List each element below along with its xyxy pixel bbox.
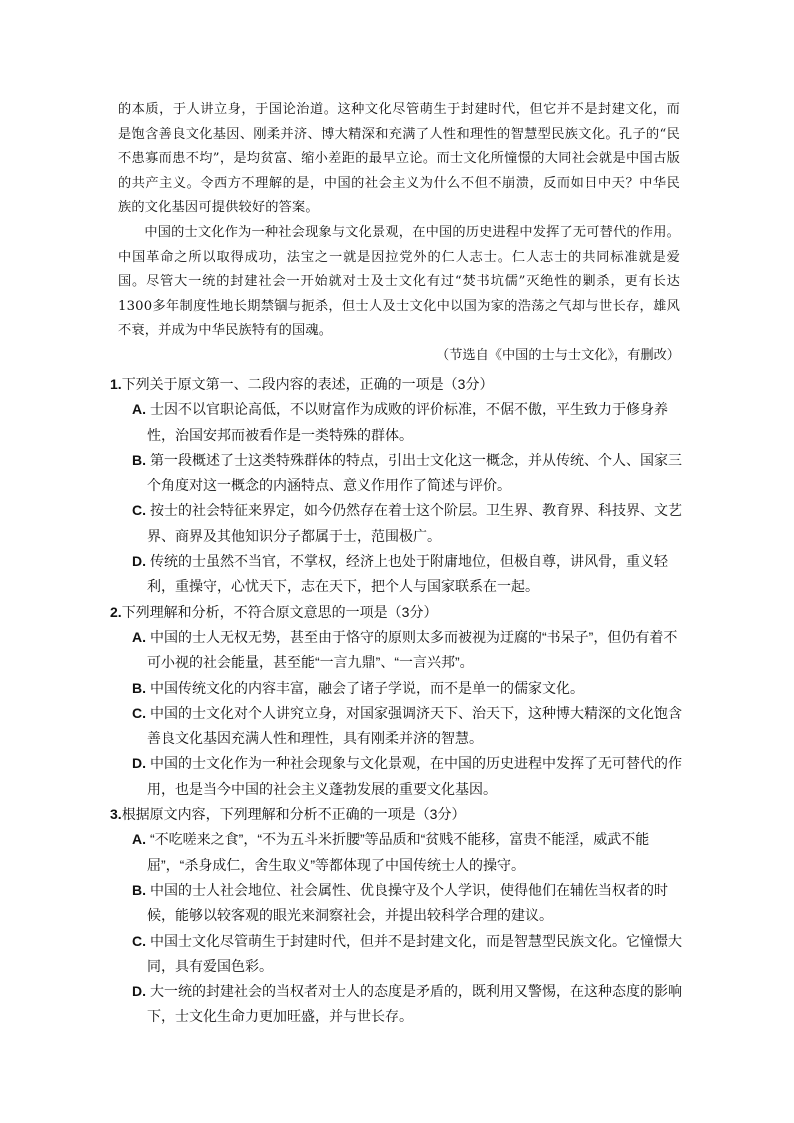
question-1 [110, 372, 690, 600]
option-a [132, 827, 690, 878]
option-letter: C. [132, 704, 146, 721]
question-number: 3. [110, 806, 122, 823]
option-letter: A. [132, 831, 146, 848]
option-letter: D. [132, 755, 146, 772]
question-list [110, 372, 690, 1030]
question-text: 下列关于原文第一、二段内容的表述，正确的一项是（3分） [121, 376, 494, 392]
question-number: 2. [110, 603, 122, 620]
option-c [132, 498, 690, 549]
option-a [132, 625, 690, 676]
question-stem [110, 372, 690, 397]
passage-paragraph-1: 的本质，于人讲立身，于国论治道。这种文化尽管萌生于封建时代，但它并不是封建文化，而是饱含善良文化基因、刚柔并济、博大精深和充满了人性和理性的智慧型民族文化。孔子的“民不患寡而患不均”，是均贫富、缩小差距的最早立论。而士文化所憧憬的大同社会就是中国古版的共产主义。令西方不理解的是，中国的社会主义为什么不但不崩溃，反而如日中天？中华民族的文化基因可提供较好的答案。 [118, 102, 680, 216]
option-letter: B. [132, 881, 146, 898]
option-c [132, 701, 690, 752]
passage-paragraph-2: 中国的士文化作为一种社会现象与文化景观，在中国的历史进程中发挥了无可替代的作用。中国革命之所以取得成功，法宝之一就是因拉党外的仁人志士。仁人志士的共同标准就是爱国。尽管大一统的封建社会一开始就对士及士文化有过“焚书坑儒”灭绝性的剿杀，更有长达1300多年制度性地长期禁锢与扼杀，但士人及士文化中以国为家的浩荡之气却与世长存，雄风不衰，并成为中华民族特有的国魂。 [118, 224, 680, 339]
option-text: 士因不以官职论高低，不以财富作为成败的评价标准，不倨不傲，平生致力于修身养性，治国安邦而被看作是一类特殊的群体。 [147, 401, 668, 443]
option-text: 按士的社会特征来界定，如今仍然存在着士这个阶层。卫生界、教育界、科技界、文艺界、商界及其他知识分子都属于士，范围极广。 [147, 502, 682, 544]
option-text: 大一统的封建社会的当权者对士人的态度是矛盾的，既利用又警惕，在这种态度的影响下，士文化生命力更加旺盛，并与世长存。 [147, 983, 682, 1025]
option-text: 中国士文化尽管萌生于封建时代，但并不是封建文化，而是智慧型民族文化。它憧憬大同，具有爱国色彩。 [147, 932, 682, 974]
option-text: 中国的士文化对个人讲究立身，对国家强调济天下、治天下，这种博大精深的文化饱含善良文化基因充满人性和理性，具有刚柔并济的智慧。 [147, 704, 682, 747]
option-text: 中国的士人无权无势，甚至由于恪守的原则太多而被视为迂腐的“书呆子”，但仍有着不可小视的社会能量，甚至能“一言九鼎”、“一言兴邦”。 [147, 628, 678, 671]
question-text: 下列理解和分析，不符合原文意思的一项是（3分） [121, 603, 438, 620]
option-b [132, 676, 690, 701]
option-d [132, 549, 690, 600]
question-2 [110, 600, 690, 802]
option-text: 第一段概述了士这类特殊群体的特点，引出士文化这一概念，并从传统、个人、国家三个角度对这一概念的内涵特点、意义作用作了简述与评价。 [147, 451, 682, 494]
question-text: 根据原文内容，下列理解和分析不正确的一项是（3分） [121, 806, 466, 823]
option-letter: A. [132, 401, 146, 418]
question-3 [110, 802, 690, 1030]
option-letter: C. [132, 932, 146, 949]
option-text: 中国的士人社会地位、社会属性、优良操守及个人学识，使得他们在辅佐当权者的时候，能够以较客观的眼光来洞察社会，并提出较科学合理的建议。 [147, 881, 668, 924]
option-letter: B. [132, 679, 146, 696]
reading-passage [118, 98, 680, 344]
option-b [132, 448, 690, 499]
option-text: 传统的士虽然不当官，不掌权，经济上也处于附庸地位，但极自尊，讲风骨，重义轻利，重操守，心忧天下，志在天下，把个人与国家联系在一起。 [147, 553, 668, 595]
passage-source: （节选自《中国的士与士文化》，有删改） [436, 348, 680, 363]
option-text: 中国的士文化作为一种社会现象与文化景观，在中国的历史进程中发挥了无可替代的作用，也是当今中国的社会主义蓬勃发展的重要文化基因。 [147, 755, 682, 797]
option-letter: D. [132, 553, 146, 570]
option-letter: D. [132, 983, 146, 1000]
option-text: “不吃嗟来之食”，“不为五斗米折腰”等品质和“贫贱不能移，富贵不能淫，威武不能屈”，“杀身成仁，舍生取义”等都体现了中国传统士人的操守。 [147, 831, 650, 873]
option-c [132, 929, 690, 980]
question-stem [110, 802, 690, 827]
option-letter: B. [132, 451, 146, 468]
option-letter: C. [132, 502, 146, 519]
option-letter: A. [132, 628, 146, 645]
option-d [132, 979, 690, 1030]
option-a [132, 397, 690, 448]
option-text: 中国传统文化的内容丰富，融会了诸子学说，而不是单一的儒家文化。 [150, 679, 584, 696]
question-stem [110, 600, 690, 625]
option-b [132, 878, 690, 929]
option-d [132, 751, 690, 802]
question-number: 1. [110, 376, 122, 392]
